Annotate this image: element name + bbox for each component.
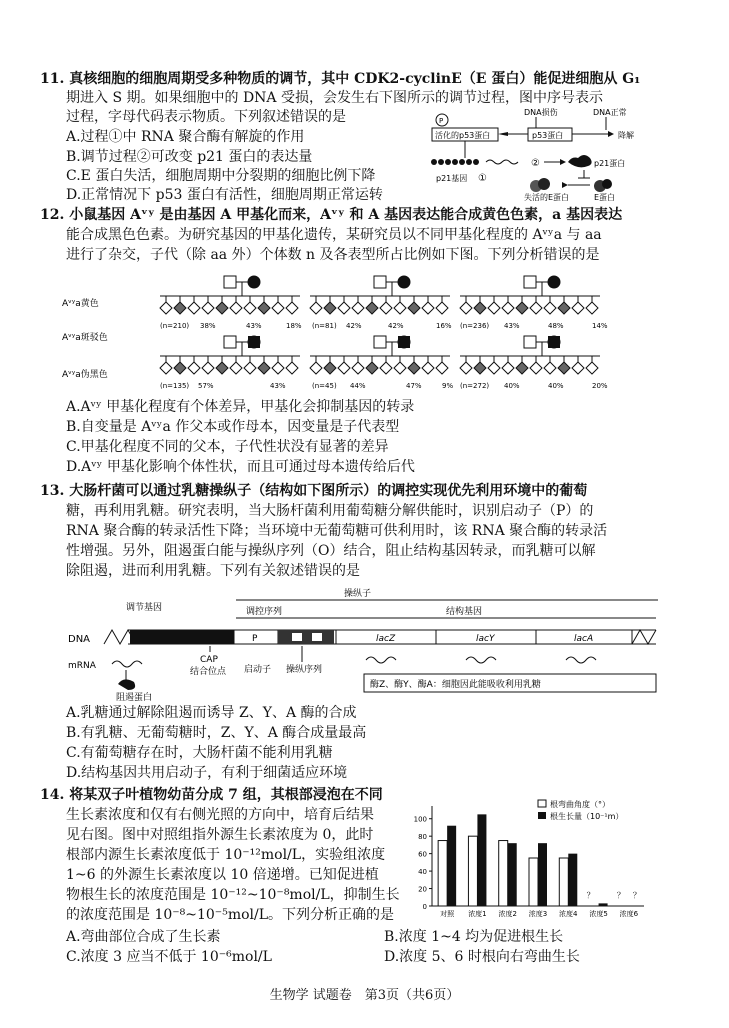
offspring-diamond — [422, 362, 434, 374]
q13-operon-diagram — [66, 586, 666, 702]
x-tick-label: 浓度5 — [589, 910, 608, 918]
offspring-diamond — [216, 362, 228, 374]
fig-step-2: ② — [531, 158, 540, 169]
parent-male-symbol — [524, 336, 536, 348]
offspring-diamond — [408, 362, 420, 374]
x-tick-label: 浓度2 — [498, 910, 517, 918]
offspring-diamond — [544, 302, 556, 314]
q14-line-2: 生长素浓度和仅有右侧光照的方向中，培育后结果 — [66, 807, 374, 823]
y-tick-label: 0 — [422, 903, 427, 911]
bar-growth — [538, 843, 547, 906]
legend-yellow: Aᵛʸa黄色 — [62, 299, 99, 309]
offspring-diamond — [488, 362, 500, 374]
fig-p53: p53蛋白 — [532, 131, 564, 140]
row2-n-3: (n=272) — [460, 382, 490, 390]
q11-line-3: 过程，字母代码表示物质。下列叙述错误的是 — [66, 109, 346, 125]
offspring-diamond — [530, 362, 542, 374]
parent-male-symbol — [224, 336, 236, 348]
offspring-diamond — [244, 362, 256, 374]
fig-p21-gene: p21基因 — [436, 174, 468, 183]
offspring-diamond — [474, 302, 486, 314]
q13-option-a: A.乳糖通过解除阻遏而诱导 Z、Y、A 酶的合成 — [66, 705, 357, 721]
fig-e-protein: E蛋白 — [594, 193, 616, 202]
legend-swatch-growth — [538, 812, 546, 819]
q14-line-4: 根部内源生长素浓度低于 10⁻¹²mol/L，实验组浓度 — [66, 847, 386, 863]
legend-mottled: Aᵛʸa斑驳色 — [62, 333, 108, 343]
bar-angle — [468, 836, 477, 906]
fig-dna-normal: DNA正常 — [593, 108, 627, 117]
q11-option-c: C.E 蛋白失活，细胞周期中分裂期的细胞比例下降 — [66, 168, 376, 184]
q14-option-b: B.浓度 1~4 均为促进根生长 — [384, 929, 564, 945]
question-mark-annotation: ？ — [616, 891, 625, 900]
offspring-diamond — [230, 302, 242, 314]
offspring-diamond — [516, 362, 528, 374]
offspring-diamond — [586, 302, 598, 314]
parent-male-symbol — [398, 336, 410, 348]
offspring-diamond — [244, 302, 256, 314]
fig-struct-genes: 结构基因 — [446, 607, 483, 617]
fig-reg-gene: 调节基因 — [126, 603, 163, 613]
x-tick-label: 浓度1 — [468, 910, 487, 918]
offspring-diamond — [586, 362, 598, 374]
row2-pct-1b: 43% — [270, 382, 286, 390]
fig-repressor: 阻遏蛋白 — [116, 693, 153, 703]
parent-male-symbol — [374, 336, 386, 348]
q14-line-3: 见右图。图中对照组指外源生长素浓度为 0，此时 — [66, 827, 374, 843]
q11-regulation-diagram — [428, 106, 658, 202]
fig-operator: 操纵序列 — [286, 665, 323, 675]
q14-line-5: 1~6 的外源生长素浓度以 10 倍递增。已知促进植 — [66, 867, 379, 883]
fig-inactive-e: 失活的E蛋白 — [524, 193, 570, 202]
fig-dna: DNA — [68, 634, 91, 645]
bar-growth — [508, 843, 517, 906]
q13-line-4: 性增强。另外，阻遏蛋白能与操纵序列（O）结合，阻止结构基因转录，而乳糖可以解 — [66, 543, 596, 559]
offspring-diamond — [338, 362, 350, 374]
parent-female-symbol — [248, 276, 260, 288]
row1-n-2: (n=81) — [312, 322, 337, 330]
offspring-diamond — [460, 302, 472, 314]
offspring-diamond — [366, 302, 378, 314]
offspring-diamond — [502, 302, 514, 314]
fig-active-p53: 活化的p53蛋白 — [435, 131, 491, 140]
offspring-diamond — [324, 302, 336, 314]
fig-cap: CAP — [200, 655, 218, 665]
offspring-diamond — [310, 302, 322, 314]
y-tick-label: 80 — [418, 833, 427, 842]
offspring-diamond — [286, 302, 298, 314]
q12-line-3: 进行了杂交，子代（除 aa 外）个体数 n 及各表型所占比例如下图。下列分析错误的是 — [66, 247, 600, 263]
offspring-diamond — [258, 302, 270, 314]
q11-line-2: 期进入 S 期。如果细胞中的 DNA 受损，会发生右下图所示的调节过程，图中序号表示 — [66, 90, 603, 106]
offspring-diamond — [324, 362, 336, 374]
offspring-diamond — [272, 302, 284, 314]
offspring-diamond — [572, 362, 584, 374]
parent-male-symbol — [248, 336, 260, 348]
q12-pedigree-figure — [60, 270, 670, 390]
q11-option-a: A.过程①中 RNA 聚合酶有解旋的作用 — [66, 129, 305, 145]
row1-pct-3c: 14% — [592, 322, 608, 330]
page-footer: 生物学 试题卷 第3页（共6页） — [269, 988, 460, 1003]
offspring-diamond — [488, 302, 500, 314]
y-tick-label: 20 — [418, 885, 427, 894]
y-tick-label: 40 — [418, 868, 427, 877]
bar-angle — [559, 858, 568, 906]
fig-operon: 操纵子 — [344, 589, 372, 599]
offspring-diamond — [436, 302, 448, 314]
row1-pct-1b: 43% — [246, 322, 262, 330]
offspring-diamond — [460, 362, 472, 374]
offspring-diamond — [530, 302, 542, 314]
parent-male-symbol — [224, 276, 236, 288]
fig-mrna: mRNA — [68, 661, 96, 671]
fig-p-phosphate: P — [439, 117, 444, 125]
question-mark-annotation: ？ — [586, 891, 595, 900]
row2-pct-2a: 44% — [350, 382, 366, 390]
offspring-diamond — [436, 362, 448, 374]
row1-pct-2a: 42% — [346, 322, 362, 330]
bar-angle — [438, 841, 447, 906]
fig-step-1: ① — [478, 173, 487, 184]
offspring-diamond — [160, 362, 172, 374]
row1-pct-3a: 43% — [504, 322, 520, 330]
row1-pct-3b: 48% — [548, 322, 564, 330]
fig-enzymes: 酶Z、酶Y、酶A：细胞因此能吸收利用乳糖 — [370, 680, 541, 690]
q13-line-5: 除阻遏，进而利用乳糖。下列有关叙述错误的是 — [66, 563, 360, 579]
q14-line-6: 物根生长的浓度范围是 10⁻¹²~10⁻⁸mol/L，抑制生长 — [66, 887, 400, 903]
parent-male-symbol — [374, 276, 386, 288]
offspring-diamond — [474, 362, 486, 374]
question-mark-annotation: ？ — [632, 891, 641, 900]
offspring-diamond — [380, 302, 392, 314]
parent-male-symbol — [548, 336, 560, 348]
row2-pct-1a: 57% — [198, 382, 214, 390]
offspring-diamond — [422, 302, 434, 314]
offspring-diamond — [544, 362, 556, 374]
q11-option-b: B.调节过程②可改变 p21 蛋白的表达量 — [66, 149, 313, 165]
offspring-diamond — [188, 302, 200, 314]
offspring-diamond — [174, 302, 186, 314]
x-tick-label: 浓度3 — [528, 910, 548, 918]
legend-swatch-angle — [538, 800, 546, 807]
q13-line-1: 13. 大肠杆菌可以通过乳糖操纵子（结构如下图所示）的调控实现优先利用环境中的葡萄 — [40, 483, 588, 499]
parent-female-symbol — [398, 276, 410, 288]
offspring-diamond — [258, 362, 270, 374]
fig-cap-site: 结合位点 — [190, 667, 227, 677]
offspring-diamond — [310, 362, 322, 374]
q14-line-7: 的浓度范围是 10⁻⁸~10⁻⁵mol/L。下列分析正确的是 — [66, 907, 395, 923]
fig-dna-damage: DNA损伤 — [524, 108, 558, 117]
legend-pseudo-black: Aᵛʸa伪黑色 — [62, 370, 108, 380]
x-tick-label: 对照 — [440, 910, 455, 918]
bar-growth — [477, 814, 486, 906]
offspring-diamond — [352, 302, 364, 314]
offspring-diamond — [516, 302, 528, 314]
fig-lacz: lacZ — [376, 634, 396, 644]
q14-option-a: A.弯曲部位合成了生长素 — [66, 929, 221, 945]
q12-option-d: D.Aᵛʸ 甲基化影响个体性状，而且可通过母本遗传给后代 — [66, 459, 415, 475]
offspring-diamond — [286, 362, 298, 374]
row2-pct-2c: 9% — [442, 382, 454, 390]
q11-option-d: D.正常情况下 p53 蛋白有活性，细胞周期正常运转 — [66, 187, 383, 203]
row1-n-1: (n=210) — [160, 322, 190, 330]
row2-n-2: (n=45) — [312, 382, 337, 390]
offspring-diamond — [160, 302, 172, 314]
q13-line-3: RNA 聚合酶的转录活性下降；当环境中无葡萄糖可供利用时，该 RNA 聚合酶的转录活 — [66, 523, 608, 539]
fig-p21-protein: p21蛋白 — [594, 159, 626, 168]
q12-line-2: 能合成黑色色素。为研究基因的甲基化遗传，某研究员以不同甲基化程度的 Aᵛʸa 与 aa — [66, 227, 602, 243]
fig-lacy: lacY — [476, 634, 495, 644]
q11-line-1: 11. 真核细胞的细胞周期受多种物质的调节，其中 CDK2-cyclinE（E 蛋白）能促进细胞从 G₁ — [40, 71, 641, 87]
q12-option-b: B.自变量是 Aᵛʸa 作父本或作母本，因变量是子代表型 — [66, 419, 400, 435]
row2-pct-3a: 40% — [504, 382, 520, 390]
legend-angle: 根弯曲角度（°） — [550, 800, 610, 809]
offspring-diamond — [174, 362, 186, 374]
q14-option-d: D.浓度 5、6 时根向右弯曲生长 — [384, 949, 580, 965]
offspring-diamond — [558, 362, 570, 374]
row2-pct-3b: 40% — [548, 382, 564, 390]
fig-p: P — [252, 634, 258, 644]
fig-control-seq: 调控序列 — [246, 607, 283, 617]
bar-growth — [568, 854, 577, 906]
parent-male-symbol — [524, 276, 536, 288]
offspring-diamond — [230, 362, 242, 374]
offspring-diamond — [502, 362, 514, 374]
q12-option-c: C.甲基化程度不同的父本，子代性状没有显著的差异 — [66, 439, 389, 455]
bar-growth — [599, 903, 608, 906]
row1-n-3: (n=236) — [460, 322, 490, 330]
row1-pct-2b: 42% — [388, 322, 404, 330]
row1-pct-2c: 16% — [436, 322, 452, 330]
row2-n-1: (n=135) — [160, 382, 190, 390]
fig-degrade: 降解 — [618, 131, 634, 140]
q14-option-c: C.浓度 3 应当不低于 10⁻⁶mol/L — [66, 949, 272, 965]
q13-line-2: 糖，再利用乳糖。研究表明，当大肠杆菌利用葡萄糖分解供能时，识别启动子（P）的 — [66, 503, 594, 519]
legend-growth: 根生长量（10⁻¹m） — [550, 812, 624, 821]
offspring-diamond — [408, 302, 420, 314]
offspring-diamond — [216, 302, 228, 314]
fig-laca: lacA — [574, 634, 594, 644]
x-tick-label: 浓度6 — [619, 910, 639, 918]
row2-pct-3c: 20% — [592, 382, 608, 390]
offspring-diamond — [572, 302, 584, 314]
offspring-diamond — [394, 362, 406, 374]
bar-growth — [447, 826, 456, 906]
q12-option-a: A.Aᵛʸ 甲基化程度有个体差异，甲基化会抑制基因的转录 — [66, 399, 415, 415]
offspring-diamond — [202, 302, 214, 314]
offspring-diamond — [558, 302, 570, 314]
q14-line-1: 14. 将某双子叶植物幼苗分成 7 组，其根部浸泡在不同 — [40, 787, 383, 803]
bar-angle — [499, 841, 508, 906]
q13-option-b: B.有乳糖、无葡萄糖时，Z、Y、A 酶合成量最高 — [66, 725, 367, 741]
row2-pct-2b: 47% — [406, 382, 422, 390]
offspring-diamond — [352, 362, 364, 374]
q13-option-d: D.结构基因共用启动子，有利于细菌适应环境 — [66, 765, 348, 781]
q13-option-c: C.有葡萄糖存在时，大肠杆菌不能利用乳糖 — [66, 745, 333, 761]
row1-pct-1a: 38% — [200, 322, 216, 330]
y-tick-label: 100 — [413, 815, 427, 824]
x-tick-label: 浓度4 — [559, 910, 578, 918]
offspring-diamond — [338, 302, 350, 314]
offspring-diamond — [202, 362, 214, 374]
q14-bar-chart — [412, 796, 652, 926]
offspring-diamond — [380, 362, 392, 374]
q12-line-1: 12. 小鼠基因 Aᵛʸ 是由基因 A 甲基化而来，Aᵛʸ 和 A 基因表达能合成黄色色素，a 基因表达 — [40, 207, 623, 223]
y-tick-label: 60 — [418, 850, 427, 859]
row1-pct-1c: 18% — [286, 322, 302, 330]
offspring-diamond — [188, 362, 200, 374]
offspring-diamond — [272, 362, 284, 374]
offspring-diamond — [394, 302, 406, 314]
bar-angle — [529, 858, 538, 906]
fig-promoter: 启动子 — [244, 665, 272, 675]
parent-female-symbol — [548, 276, 560, 288]
offspring-diamond — [366, 362, 378, 374]
